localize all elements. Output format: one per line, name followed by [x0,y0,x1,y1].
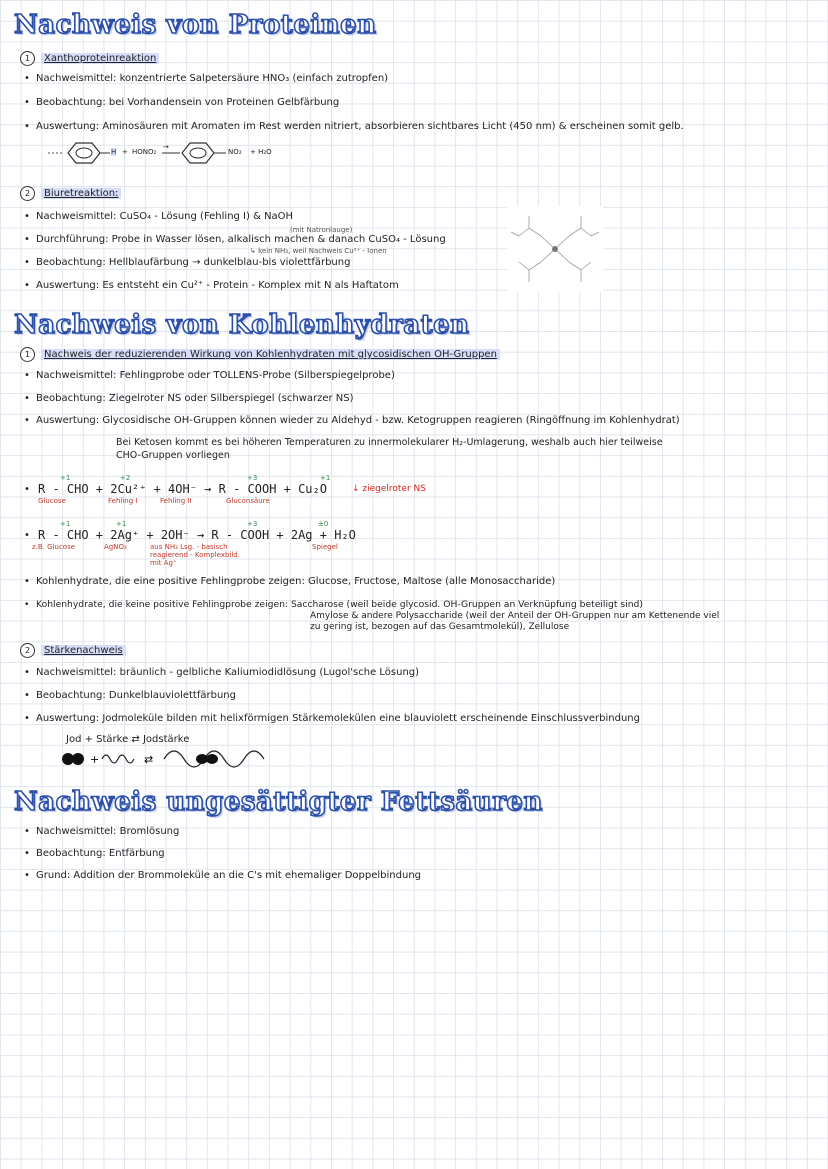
ox-number: +1 [116,520,127,528]
label-gluconsaeure: Gluconsäure [226,497,270,505]
nitration-reaction [40,138,340,168]
hydrogen-label: H [111,148,117,156]
heading-proteins: Nachweis von Proteinen [14,10,377,40]
iodine-starch-svg [60,748,280,770]
negative-note-3: zu gering ist, bezogen auf das Gesamtmolekül), Zellulose [310,622,570,632]
nitro-label: NO₂ [228,148,242,156]
note-natronlauge: (mit Natronlauge) [290,226,353,234]
section-number: 1 [20,347,35,362]
bullet: • [24,484,30,495]
section-title: Nachweis der reduzierenden Wirkung von Kohlenhydraten mit glycosidischen OH-Gruppen [41,349,500,360]
list-item: • Nachweismittel: CuSO₄ - Lösung (Fehling I) & NaOH [24,211,294,222]
heading-fatty-acids: Nachweis ungesättigter Fettsäuren [14,787,543,817]
label-fehling-1: Fehling I [108,497,138,505]
ziegelrot-label: ↓ ziegelroter NS [352,484,426,494]
keto-note-2: CHO-Gruppen vorliegen [116,450,230,461]
iodine-starch-drawing [60,748,280,770]
starch-equation: Jod + Stärke ⇄ Jodstärke [66,734,190,745]
label-glucose: Glucose [38,497,66,505]
water-label: + H₂O [250,148,272,156]
section-starch [20,643,126,658]
section-number: 2 [20,186,35,201]
ox-number: ±0 [318,520,329,528]
list-item: • Auswertung: Es entsteht ein Cu²⁺ - Protein - Komplex mit N als Haftatom [24,280,399,291]
list-item: • Beobachtung: bei Vorhandensein von Proteinen Gelbfärbung [24,97,340,108]
ox-number: +2 [120,474,131,482]
ox-number: +3 [247,520,258,528]
plus-sign: + [122,148,128,156]
list-item: • Nachweismittel: konzentrierte Salpetersäure HNO₃ (einfach zutropfen) [24,73,389,84]
list-item: • Nachweismittel: bräunlich - gelbliche Kaliumiodidlösung (Lugol'sche Lösung) [24,667,420,678]
section-xanthoprotein [20,51,159,66]
section-number: 1 [20,51,35,66]
section-reduction [20,347,500,362]
list-item: • Nachweismittel: Fehlingprobe oder TOLLENS-Probe (Silberspiegelprobe) [24,370,395,381]
label-fehling-2: Fehling II [160,497,192,505]
label-glucose: z.B. Glucose [32,543,76,551]
list-item: • Beobachtung: Dunkelblauviolettfärbung [24,690,236,701]
heading-carbohydrates: Nachweis von Kohlenhydraten [14,310,470,340]
label-agno3: AgNO₃ [104,543,127,551]
ox-number: +1 [60,520,71,528]
bullet: • [24,530,30,541]
section-title: Xanthoproteinreaktion [41,53,159,64]
ox-number: +3 [247,474,258,482]
biuret-complex-image [507,206,603,292]
equation-tollens: R - CHO + 2Ag⁺ + 2OH⁻ → R - COOH + 2Ag + H₂O [38,528,356,542]
ox-number: +1 [60,474,71,482]
section-title: Biuretreaktion: [41,188,121,199]
section-biuret [20,186,121,201]
label-basisch: aus NH₃ Lsg. - basisch reagierend - Komplexbild. mit Ag⁺ [150,543,240,567]
section-number: 2 [20,643,35,658]
list-item: • Auswertung: Aminosäuren mit Aromaten im Rest werden nitriert, absorbieren sichtbares Licht (450 nm) & erscheinen somit gelb. [24,121,684,132]
list-item: • Kohlenhydrate, die eine positive Fehlingprobe zeigen: Glucose, Fructose, Maltose (alle Monosaccharide) [24,576,556,587]
list-item: • Beobachtung: Hellblaufärbung → dunkelblau-bis violettfärbung [24,257,351,268]
list-item: • Grund: Addition der Brommoleküle an die C's mit ehemaliger Doppelbindung [24,870,422,881]
label-spiegel: Spiegel [312,543,338,551]
keto-note-1: Bei Ketosen kommt es bei höheren Temperaturen zu innermolekularer H₂-Umlagerung, weshalb auch hier teilweise [116,437,663,448]
reaction-drawing [40,138,340,168]
svg-text:+: + [90,753,100,766]
list-item: • Auswertung: Glycosidische OH-Gruppen können wieder zu Aldehyd - bzw. Ketogruppen reagieren (Ringöffnung im Kohlenhydrat) [24,415,680,426]
negative-note-2: Amylose & andere Polysaccharide (weil der Anteil der OH-Gruppen nur am Kettenende viel [310,611,720,621]
list-item: • Beobachtung: Entfärbung [24,848,165,859]
reagent-label: HONO₂ [132,148,157,156]
complex-drawing [507,206,603,292]
list-item: • Beobachtung: Ziegelroter NS oder Silberspiegel (schwarzer NS) [24,393,354,404]
list-item: • Durchführung: Probe in Wasser lösen, alkalisch machen & danach CuSO₄ - Lösung [24,234,446,245]
list-item: • Nachweismittel: Bromlösung [24,826,180,837]
section-title: Stärkenachweis [41,645,126,656]
equation-fehling: R - CHO + 2Cu²⁺ + 4OH⁻ → R - COOH + Cu₂O [38,482,327,496]
note-nh3: ↳ kein NH₃, weil Nachweis Cu²⁺ - Ionen [250,247,387,255]
reaction-arrow: → [163,143,169,151]
ox-number: +1 [320,474,331,482]
list-item: • Auswertung: Jodmoleküle bilden mit helixförmigen Stärkemolekülen eine blauviolett erscheinende Einschlussverbindung [24,713,640,724]
svg-text:⇄: ⇄ [144,753,154,766]
list-item: • Kohlenhydrate, die keine positive Fehlingprobe zeigen: Saccharose (weil beide glycosid. OH-Gruppen an Verknüpfung beteiligt sind) [24,599,643,610]
